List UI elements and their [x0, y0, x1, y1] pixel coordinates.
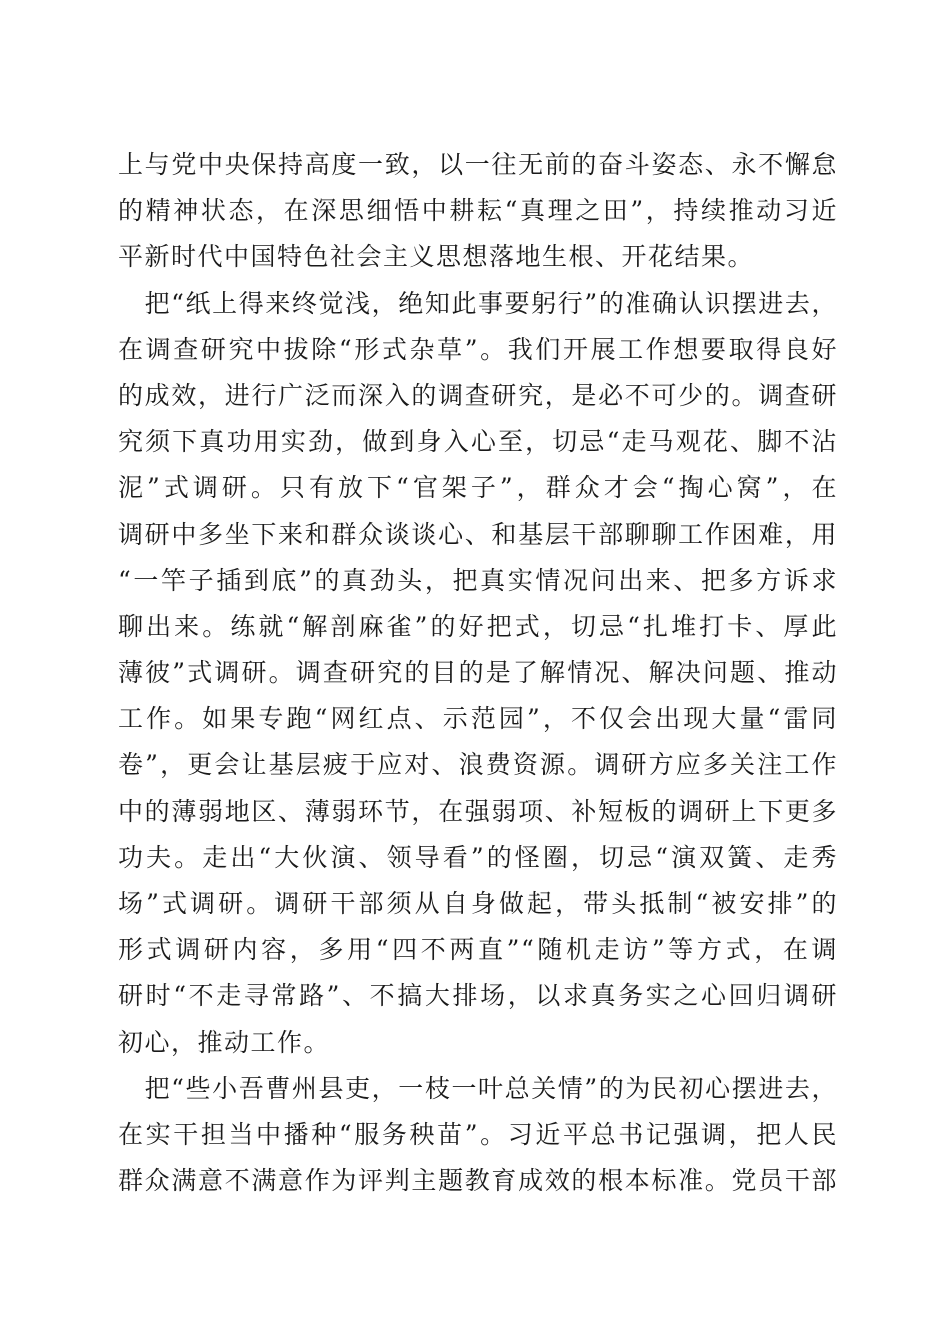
text-line: 的成效，进行广泛而深入的调查研究，是必不可少的。调查研 — [118, 380, 838, 410]
text-line: 初心，推动工作。 — [118, 1027, 331, 1057]
text-line: 研时“不走寻常路”、不搞大排场，以求真务实之心回归调研 — [118, 981, 838, 1011]
text-line: 中的薄弱地区、薄弱环节，在强弱项、补短板的调研上下更多 — [118, 796, 838, 826]
text-line: 上与党中央保持高度一致，以一往无前的奋斗姿态、永不懈怠 — [118, 150, 838, 179]
text-line: 的精神状态，在深思细悟中耕耘“真理之田”，持续推动习近 — [118, 196, 838, 226]
text-line: 场”式调研。调研干部须从自身做起，带头抵制“被安排”的 — [118, 889, 838, 918]
text-line: 在实干担当中播种“服务秧苗”。习近平总书记强调，把人民 — [118, 1119, 838, 1149]
text-line: 薄彼”式调研。调查研究的目的是了解情况、解决问题、推动 — [118, 658, 838, 688]
text-line: 泥”式调研。只有放下“官架子”，群众才会“掏心窝”，在 — [118, 473, 838, 503]
text-line: 聊出来。练就“解剖麻雀”的好把式，切忌“扎堆打卡、厚此 — [118, 611, 838, 641]
text-line: 把“纸上得来终觉浅，绝知此事要躬行”的准确认识摆进去， — [118, 288, 838, 318]
text-line: 平新时代中国特色社会主义思想落地生根、开花结果。 — [118, 242, 755, 272]
text-line: 功夫。走出“大伙演、领导看”的怪圈，切忌“演双簧、走秀 — [118, 842, 838, 872]
text-line: 究须下真功用实劲，做到身入心至，切忌“走马观花、脚不沾 — [118, 427, 838, 457]
text-line: 工作。如果专跑“网红点、示范园”，不仅会出现大量“雷同 — [118, 704, 838, 734]
text-line: 卷”，更会让基层疲于应对、浪费资源。调研方应多关注工作 — [118, 750, 838, 780]
text-line: 调研中多坐下来和群众谈谈心、和基层干部聊聊工作困难，用 — [118, 519, 838, 549]
text-line: 在调查研究中拔除“形式杂草”。我们开展工作想要取得良好 — [118, 334, 838, 364]
body-text — [118, 142, 838, 1204]
text-line: 形式调研内容，多用“四不两直”“随机走访”等方式，在调 — [118, 935, 838, 965]
text-line: “一竿子插到底”的真劲头，把真实情况问出来、把多方诉求 — [118, 565, 838, 595]
text-line: 把“些小吾曹州县吏，一枝一叶总关情”的为民初心摆进去， — [118, 1073, 838, 1103]
text-line: 群众满意不满意作为评判主题教育成效的根本标准。党员干部 — [118, 1166, 838, 1196]
